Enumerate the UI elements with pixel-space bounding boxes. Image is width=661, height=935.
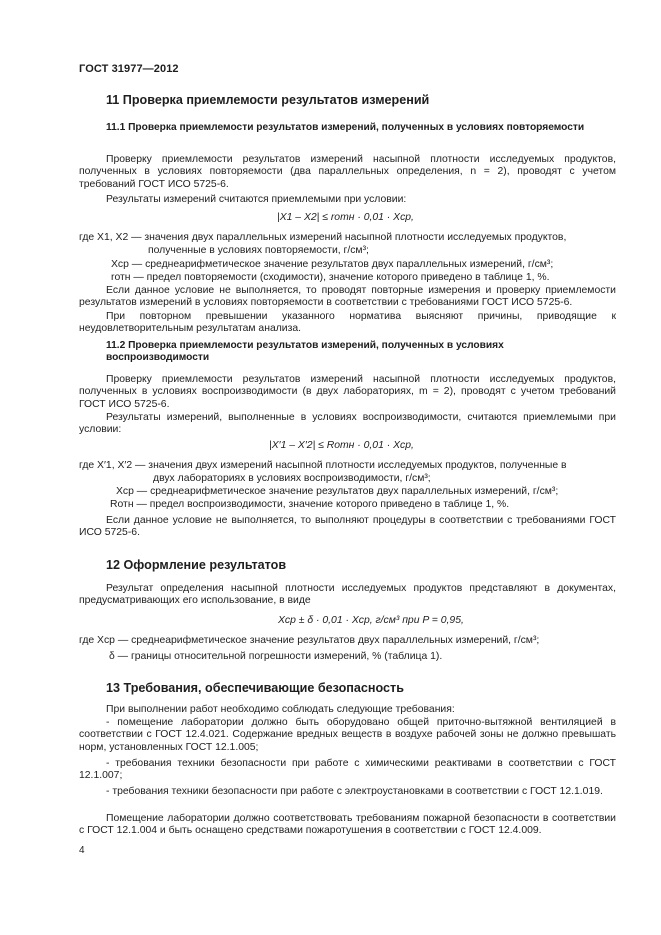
s11-1-where-2: Xср — среднеарифметическое значение результатов двух параллельных измерений, г/см³;: [111, 259, 554, 270]
s11-1-where-1: где X1, X2 — значения двух параллельных измерений насыпной плотности исследуемых продуктов,: [79, 232, 567, 243]
s11-2-where-2: Xср — среднеарифметическое значение результатов двух параллельных измерений, г/см³;: [116, 486, 559, 497]
s11-2-where-1: где X′1, X′2 — значения двух измерений насыпной плотности исследуемых продуктов, полученные в: [79, 460, 567, 471]
s12-where-2: δ — границы относительной погрешности измерений, % (таблица 1).: [109, 651, 443, 662]
page-number: 4: [79, 845, 85, 856]
s11-2-paragraph-1: Проверку приемлемости результатов измерений насыпной плотности исследуемых продуктов, полученных в условиях воспроизводимости (в двух лабораториях, m = 2), проводят с учетом требований ГОСТ ИСО 5725-6.: [79, 374, 616, 410]
s11-1-where-1b: полученные в условиях повторяемости, г/см³;: [148, 245, 369, 256]
s11-1-paragraph-3: Если данное условие не выполняется, то проводят повторные измерения и проверку приемлемости результатов измерений в условиях повторяемости в соответствии с требованиями ГОСТ ИСО 5725-6.: [79, 285, 616, 309]
s11-2-where-1b: двух лабораториях в условиях воспроизводимости, г/см³;: [153, 473, 431, 484]
s13-paragraph-1: При выполнении работ необходимо соблюдать следующие требования:: [106, 704, 455, 715]
formula-result: Xср ± δ · 0,01 · Xср, г/см³ при P = 0,95,: [278, 615, 464, 626]
s13-paragraph-2: - помещение лаборатории должно быть оборудовано общей приточно-вытяжной вентиляцией в соответствии с ГОСТ 12.4.021. Содержание вредных веществ в воздухе рабочей зоны не должно превышать норм, установленных ГОСТ 12.1.005;: [79, 717, 616, 753]
s11-1-where-3: rотн — предел повторяемости (сходимости), значение которого приведено в таблице 1, %.: [111, 272, 550, 283]
section-12-title: 12 Оформление результатов: [106, 558, 287, 572]
s11-2-paragraph-3: Если данное условие не выполняется, то выполняют процедуры в соответствии с требованиями ГОСТ ИСО 5725-6.: [79, 515, 616, 539]
s12-where-1: где Xср — среднеарифметическое значение результатов двух параллельных измерений, г/см³;: [79, 635, 540, 646]
s13-paragraph-5: Помещение лаборатории должно соответствовать требованиям пожарной безопасности в соответствии с ГОСТ 12.1.004 и быть оснащено средствами пожаротушения в соответствии с ГОСТ 12.4.009.: [79, 813, 616, 837]
s13-paragraph-4: - требования техники безопасности при работе с электроустановками в соответствии с ГОСТ 12.1.019.: [106, 786, 603, 797]
s11-1-paragraph-2: Результаты измерений считаются приемлемыми при условии:: [106, 194, 407, 205]
section-11-2-title: 11.2 Проверка приемлемости результатов измерений, полученных в условиях воспроизводимости: [106, 340, 504, 363]
s13-paragraph-3: - требования техники безопасности при работе с химическими реактивами в соответствии с ГОСТ 12.1.007;: [79, 758, 616, 782]
formula-reproducibility: |X′1 – X′2| ≤ Rотн · 0,01 · Xср,: [269, 440, 414, 451]
s11-1-paragraph-1: Проверку приемлемости результатов измерений насыпной плотности исследуемых продуктов, полученных в условиях повторяемости (два параллельных определения, n = 2), проводят с учетом требований ГОСТ ИСО 5725-6.: [79, 154, 616, 190]
standard-header: ГОСТ 31977—2012: [79, 63, 179, 75]
s12-paragraph-1: Результат определения насыпной плотности исследуемых продуктов представляют в документах, предусматривающих его использование, в виде: [79, 583, 616, 607]
section-11-1-title: 11.1 Проверка приемлемости результатов измерений, полученных в условиях повторяемости: [106, 122, 585, 133]
section-11-title: 11 Проверка приемлемости результатов измерений: [106, 93, 430, 107]
formula-repeatability: |X1 – X2| ≤ rотн · 0,01 · Xср,: [277, 212, 414, 223]
s11-1-paragraph-4: При повторном превышении указанного норматива выясняют причины, приводящие к неудовлетворительным результатам анализа.: [79, 311, 616, 335]
s11-2-paragraph-2: Результаты измерений, выполненные в условиях воспроизводимости, считаются приемлемыми при условии:: [79, 412, 616, 436]
s11-2-where-3: Rотн — предел воспроизводимости, значение которого приведено в таблице 1, %.: [110, 499, 510, 510]
section-13-title: 13 Требования, обеспечивающие безопасность: [106, 681, 404, 695]
